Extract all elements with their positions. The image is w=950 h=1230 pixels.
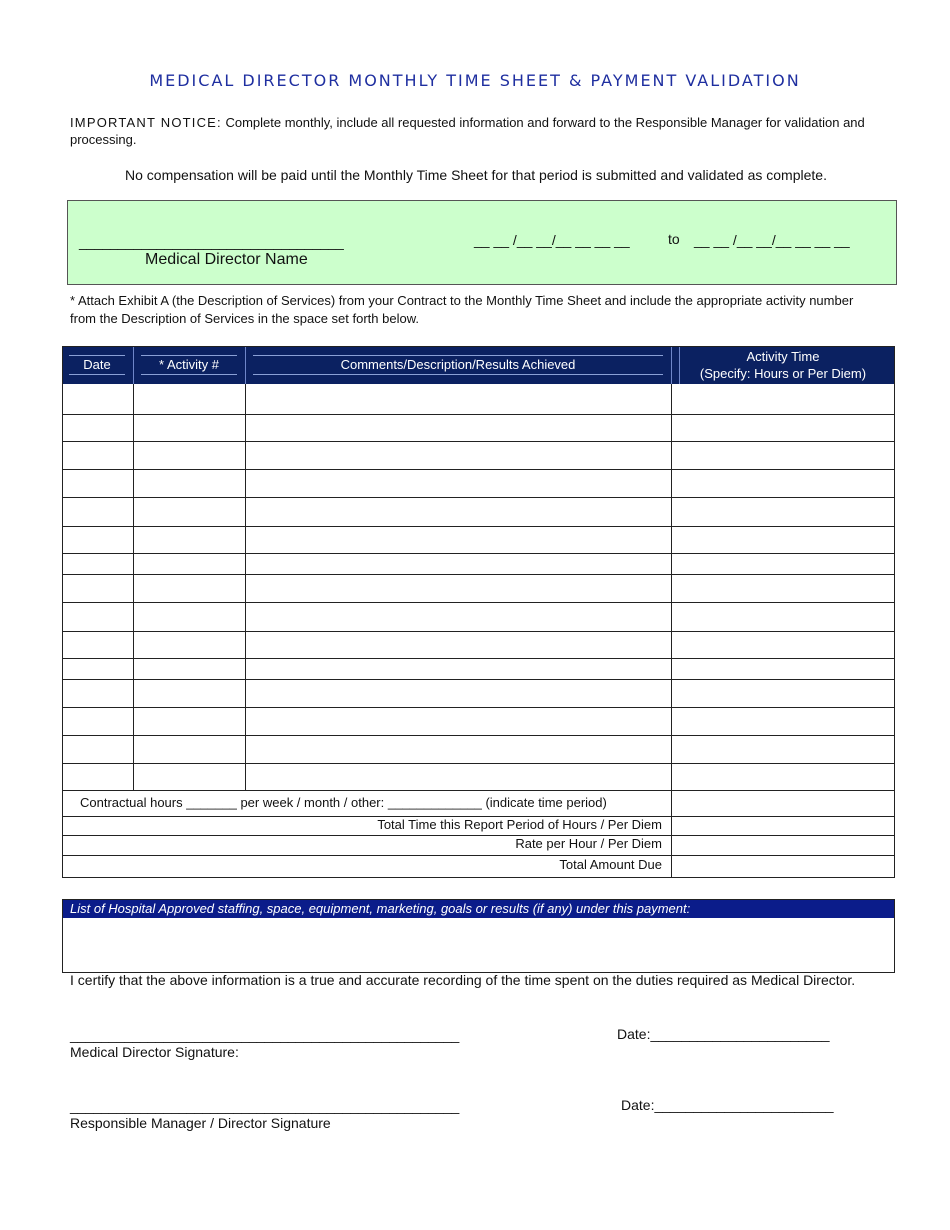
important-notice [70,114,870,148]
notice-text: Complete monthly, include all requested information and forward to the Responsible Manager for validation and processing. [70,115,865,147]
certification-statement: I certify that the above information is a true and accurate recording of the time spent on the duties required as Medical Director. [70,972,856,988]
page-title: MEDICAL DIRECTOR MONTHLY TIME SHEET & PAYMENT VALIDATION [149,71,801,90]
header-comments: Comments/Description/Results Achieved [253,355,663,375]
director-info-box [67,200,897,285]
header-activity-number: * Activity # [141,355,237,375]
contractual-hours-row[interactable]: Contractual hours _______ per week / month / other: _____________ (indicate time period) [80,795,607,810]
manager-signature-line[interactable]: __________________________________________________ [70,1098,460,1114]
director-signature-label: Medical Director Signature: [70,1044,239,1060]
director-name-field[interactable]: __________________________________ [79,234,344,250]
no-compensation-note: No compensation will be paid until the Monthly Time Sheet for that period is submitted and validated as complete. [125,167,827,183]
manager-signature-label: Responsible Manager / Director Signature [70,1115,331,1131]
table-header [63,347,894,384]
period-to-label: to [668,231,680,247]
rate-label: Rate per Hour / Per Diem [515,836,662,851]
period-start-date-field[interactable]: __ __ /__ __/__ __ __ __ [474,232,630,248]
total-amount-label: Total Amount Due [559,857,662,872]
approved-items-header: List of Hospital Approved staffing, space, equipment, marketing, goals or results (if any) under this payment: [63,900,894,918]
activity-table [62,346,895,878]
director-signature-line[interactable]: __________________________________________________ [70,1027,460,1043]
manager-signature-date[interactable]: Date:_______________________ [621,1097,834,1113]
period-end-date-field[interactable]: __ __ /__ __/__ __ __ __ [694,232,850,248]
total-time-label: Total Time this Report Period of Hours / Per Diem [377,817,662,832]
notice-lead: IMPORTANT NOTICE: [70,115,222,130]
header-date: Date [69,355,125,375]
director-name-label: Medical Director Name [145,251,308,268]
approved-items-box[interactable] [62,899,895,973]
header-activity-time [677,348,889,382]
director-signature-date[interactable]: Date:_______________________ [617,1026,830,1042]
attach-exhibit-note: * Attach Exhibit A (the Description of Services) from your Contract to the Monthly Time Sheet and include the appropriate activity number from the Description of Services in the space set forth below. [70,293,854,326]
header-activity-time-line1: Activity Time [746,349,820,364]
header-activity-time-line2: (Specify: Hours or Per Diem) [699,366,867,381]
